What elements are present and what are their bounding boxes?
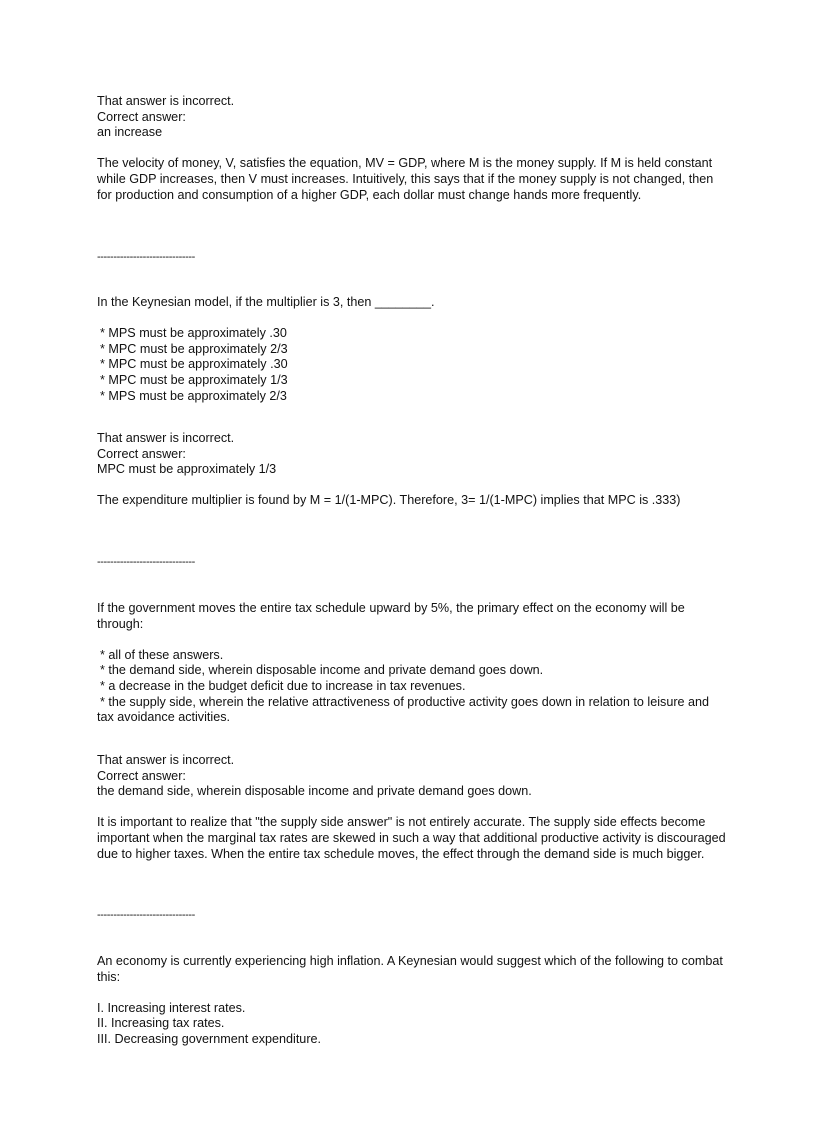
verdict-text: That answer is incorrect.	[97, 94, 235, 108]
option-list	[97, 648, 727, 726]
separator-line: ------------------------------	[97, 251, 195, 263]
statement-item: III. Decreasing government expenditure.	[97, 1031, 322, 1046]
correct-answer-label: Correct answer:	[97, 446, 186, 461]
correct-answer-label: Correct answer:	[97, 768, 186, 783]
question-prompt: In the Keynesian model, if the multiplier is 3, then ________.	[97, 295, 435, 309]
separator-line: ------------------------------	[97, 556, 195, 568]
question-block-2	[97, 295, 727, 404]
feedback-block-2	[97, 431, 727, 509]
explanation-text: The expenditure multiplier is found by M = 1/(1-MPC). Therefore, 3= 1/(1-MPC) implies that MPC is .333)	[97, 493, 681, 508]
correct-answer-text: an increase	[97, 125, 163, 140]
verdict-text: That answer is incorrect.	[97, 753, 235, 767]
feedback-block-1	[97, 94, 727, 203]
question-prompt: An economy is currently experiencing high inflation. A Keynesian would suggest which of the following to combat this:	[97, 954, 723, 984]
feedback-block-3	[97, 753, 727, 862]
option-item: * a decrease in the budget deficit due to increase in tax revenues.	[100, 678, 466, 693]
option-item: * MPC must be approximately .30	[100, 357, 288, 372]
option-list	[97, 326, 727, 404]
statement-item: II. Increasing tax rates.	[97, 1016, 225, 1031]
option-item: * MPS must be approximately 2/3	[100, 388, 287, 403]
question-prompt: If the government moves the entire tax schedule upward by 5%, the primary effect on the economy will be through:	[97, 601, 685, 631]
question-block-3	[97, 601, 727, 726]
correct-answer-text: MPC must be approximately 1/3	[97, 462, 277, 477]
option-item: * MPS must be approximately .30	[100, 326, 287, 341]
option-item: * MPC must be approximately 1/3	[100, 372, 288, 387]
correct-answer-text: the demand side, wherein disposable income and private demand goes down.	[97, 784, 532, 799]
option-item: * all of these answers.	[100, 647, 224, 662]
option-item: * the supply side, wherein the relative attractiveness of productive activity goes down in relation to leisure and tax avoidance activities.	[97, 694, 710, 725]
statement-list	[97, 1001, 727, 1048]
explanation-text: It is important to realize that "the supply side answer" is not entirely accurate. The supply side effects become important when the marginal tax rates are skewed in such a way that additional productive activity is discouraged due to higher taxes. When the entire tax schedule moves, the effect through the demand side is much bigger.	[97, 815, 726, 861]
separator-line: ------------------------------	[97, 909, 195, 921]
option-item: * MPC must be approximately 2/3	[100, 341, 288, 356]
explanation-text: The velocity of money, V, satisfies the equation, MV = GDP, where M is the money supply. If M is held constant while GDP increases, then V must increases. Intuitively, this says that if the money supply is not changed, then for production and consumption of a higher GDP, each dollar must change hands more frequently.	[97, 156, 714, 202]
verdict-text: That answer is incorrect.	[97, 431, 235, 445]
statement-item: I. Increasing interest rates.	[97, 1000, 246, 1015]
correct-answer-label: Correct answer:	[97, 109, 186, 124]
question-block-4	[97, 954, 727, 1048]
option-item: * the demand side, wherein disposable income and private demand goes down.	[100, 663, 544, 678]
